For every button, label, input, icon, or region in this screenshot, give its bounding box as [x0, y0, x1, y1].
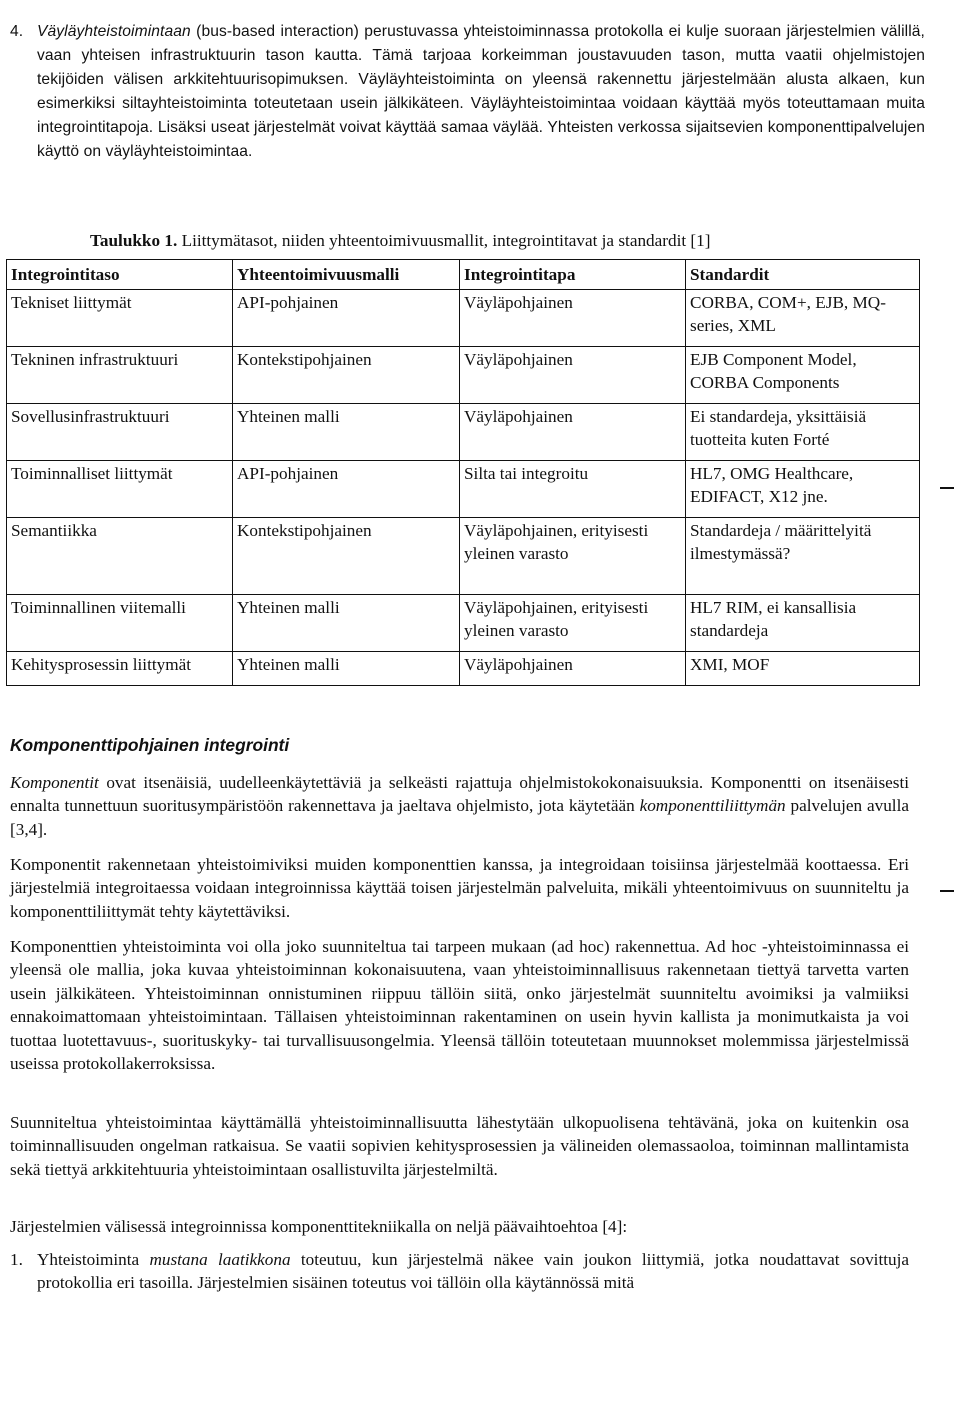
- table-cell: Silta tai integroitu: [460, 461, 686, 518]
- paragraph-4: Suunniteltua yhteistoimintaa käyttämällä yhteistoiminnallisuutta lähestytään ulkopuolisena tehtävänä, joka on kuitenkin osa toiminnallisuuden ongelman ratkaisua. Se vaatii sopivien kehitysprosessien ja välineiden olemassaoloa, toiminnan mallintamista sekä tiettyä arkkitehtuuria yhteistoimintaan osallistuvilta järjestelmiltä.: [10, 1113, 909, 1179]
- table-cell: Kehitysprosessin liittymät: [7, 652, 233, 686]
- table-header-row: [7, 260, 920, 290]
- table-row: [7, 290, 920, 347]
- table-header-cell: Standardit: [686, 260, 920, 290]
- table-cell: Toiminnalliset liittymät: [7, 461, 233, 518]
- intro-text: (bus-based interaction) perustuvassa yhteistoiminnassa protokolla ei kulje suoraan järjestelmien välillä, vaan yhteisen infrastruktuurin tason kautta. Tämä tarjoaa korkeimman joustavuuden tason, mutta vaatii ohjelmistojen tekijöiden välisen arkkitehtuurisopimuksen. Väyläyhteistoiminta on yleensä rakennettu järjestelmään alusta alkaen, kun esimerkiksi siltayhteistoiminta toteutetaan usein jälkikäteen. Väyläyhteistoimintaa voidaan käyttää myös toteuttamaan muita integrointitapoja. Lisäksi useat järjestelmät voivat käyttää samaa väylää. Yhteisten verkossa sijaitsevien komponenttipalvelujen käyttö on väyläyhteistoimintaa.: [37, 23, 925, 160]
- table-row: [7, 347, 920, 404]
- table-cell: Kontekstipohjainen: [233, 518, 460, 595]
- intro-paragraph: [37, 20, 925, 164]
- li1-text-b: toteutuu, kun järjestelmä näkee vain joukon liittymiä, jotka noudattavat sovittuja protokollia eri tasoilla. Järjestelmien sisäinen toteutus voi tällöin olla käytännössä mitä: [37, 1250, 909, 1293]
- table-cell: Yhteinen malli: [233, 404, 460, 461]
- table-cell: Standardeja / määrittelyitä ilmestymässä?: [686, 518, 920, 595]
- p1-text-a: ovat itsenäisiä, uudelleenkäytettäviä ja selkeästi rajattuja ohjelmistokokonaisuuksia. Komponentti on itsenäisesti ennalta tunnettuun suoritusympäristöön rakennettava ja jaeltava ohjelmisto, jota käytetään: [10, 773, 909, 816]
- table-row: [7, 461, 920, 518]
- table-cell: Väyläpohjainen: [460, 290, 686, 347]
- table-caption: [90, 229, 910, 253]
- table-cell: API-pohjainen: [233, 461, 460, 518]
- intro-number: 4.: [10, 23, 24, 40]
- margin-mark: [940, 890, 954, 892]
- table-cell: Väyläpohjainen: [460, 404, 686, 461]
- paragraph-2: Komponentit rakennetaan yhteistoimiviksi muiden komponenttien kanssa, ja integroidaan toisiinsa järjestelmää koottaessa. Eri järjestelmiä integroitaessa voidaan integroinnissa käyttää toisen järjestelmän palveluita, mikäli yhteentoimivuus on suunniteltu ja komponenttiliittymät tehty käytettäviksi.: [10, 855, 909, 921]
- table-row: [7, 518, 920, 595]
- table-row: [7, 652, 920, 686]
- table-cell: Sovellusinfrastruktuuri: [7, 404, 233, 461]
- paragraph-3: Komponenttien yhteistoiminta voi olla joko suunniteltua tai tarpeen mukaan (ad hoc) rakennettua. Ad hoc -yhteistoiminnassa ei yleensä ole mallia, joka kuvaa yhteistoiminnan kokonaisuutena, vaan yhteistoiminnallisuus rakennetaan tiettyä tarvetta varten usein jälkikäteen. Yhteistoiminnan onnistuminen riippuu tällöin siitä, onko järjestelmät suunniteltu avoimiksi ja valmiiksi ennakoimattomaan yhteistoimintaan. Tällaisen yhteistoiminnan rakentaminen on usein hyvin kallista ja monimutkaista ja voi tuottaa luotettavuus-, suorituskyky- tai turvallisuusongelmia. Yleensä tällöin toteutetaan muunnokset molemmissa järjestelmissä useissa protokollakerroksissa.: [10, 937, 909, 1074]
- table-caption-text: Liittymätasot, niiden yhteentoimivuusmallit, integrointitavat ja standardit [1]: [177, 231, 711, 250]
- p1-text-b: palvelujen avulla [3,4].: [10, 796, 909, 839]
- p1-term-2: komponenttiliittymän: [639, 796, 786, 816]
- list-item-text: [37, 1248, 909, 1295]
- table-cell: Väyläpohjainen, erityisesti yleinen varasto: [460, 595, 686, 652]
- margin-mark: [940, 487, 954, 489]
- paragraph-1: [10, 771, 909, 841]
- table-header-cell: Integrointitaso: [7, 260, 233, 290]
- table-cell: Yhteinen malli: [233, 652, 460, 686]
- table-cell: Väyläpohjainen: [460, 347, 686, 404]
- li1-text-a: Yhteistoiminta: [37, 1250, 150, 1269]
- table-cell: CORBA, COM+, EJB, MQ-series, XML: [686, 290, 920, 347]
- table-row: [7, 595, 920, 652]
- table-cell: HL7, OMG Healthcare, EDIFACT, X12 jne.: [686, 461, 920, 518]
- table-cell: Väyläpohjainen, erityisesti yleinen varasto: [460, 518, 686, 595]
- table-cell: Ei standardeja, yksittäisiä tuotteita kuten Forté: [686, 404, 920, 461]
- table-cell: Kontekstipohjainen: [233, 347, 460, 404]
- table-cell: API-pohjainen: [233, 290, 460, 347]
- table-header-cell: Integrointitapa: [460, 260, 686, 290]
- p1-term: Komponentit: [10, 773, 99, 792]
- paragraph-5: Järjestelmien välisessä integroinnissa komponenttitekniikalla on neljä päävaihtoehtoa [4]:: [10, 1217, 628, 1236]
- table-cell: Yhteinen malli: [233, 595, 460, 652]
- integration-table: [6, 259, 920, 686]
- table-cell: Tekniset liittymät: [7, 290, 233, 347]
- table-header-cell: Yhteentoimivuusmalli: [233, 260, 460, 290]
- li1-term: mustana laatikkona: [149, 1250, 291, 1269]
- table-cell: Tekninen infrastruktuuri: [7, 347, 233, 404]
- table-cell: Toiminnallinen viitemalli: [7, 595, 233, 652]
- table-cell: Väyläpohjainen: [460, 652, 686, 686]
- list-item-number: 1.: [10, 1250, 23, 1269]
- table-cell: XMI, MOF: [686, 652, 920, 686]
- table-cell: HL7 RIM, ei kansallisia standardeja: [686, 595, 920, 652]
- section-heading: Komponenttipohjainen integrointi: [10, 735, 290, 755]
- table-cell: Semantiikka: [7, 518, 233, 595]
- table-row: [7, 404, 920, 461]
- table-caption-label: Taulukko 1.: [90, 231, 178, 250]
- intro-term: Väyläyhteistoimintaan: [37, 23, 191, 40]
- table-cell: EJB Component Model, CORBA Components: [686, 347, 920, 404]
